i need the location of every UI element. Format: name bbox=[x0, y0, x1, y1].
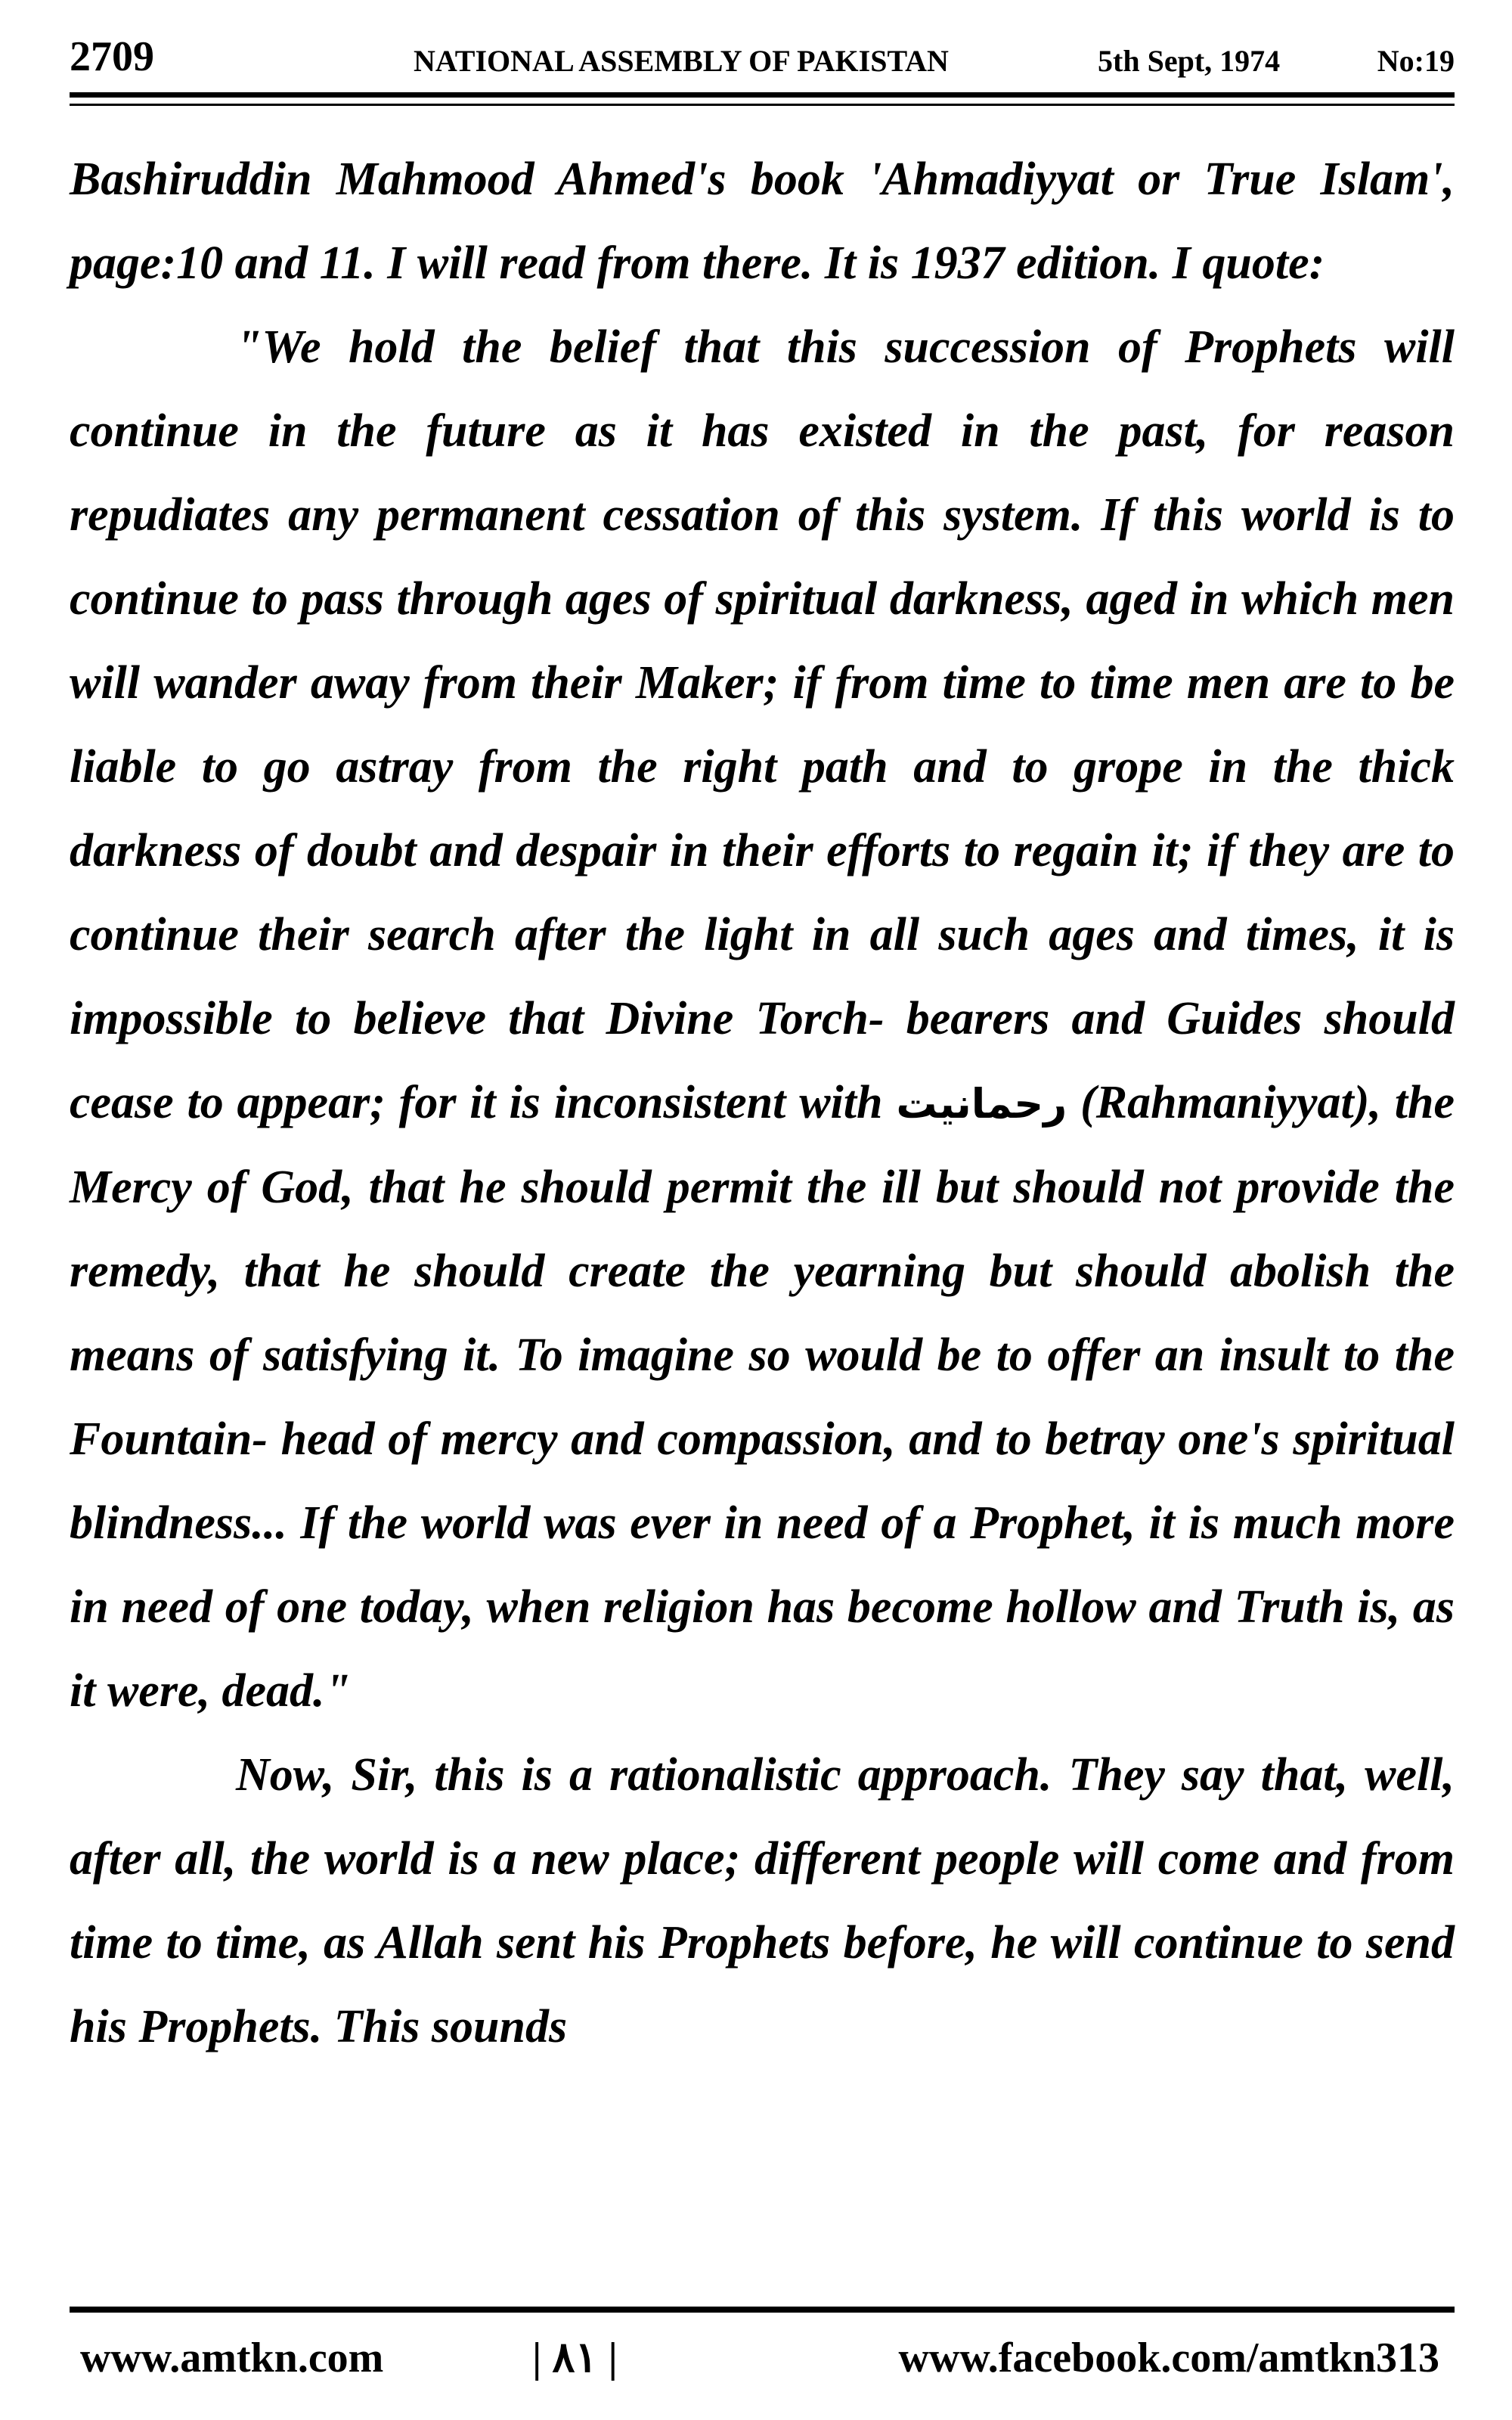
urdu-word: رحمانیت bbox=[896, 1080, 1067, 1128]
header-rule-thick bbox=[70, 92, 1455, 98]
header-rule-thin bbox=[70, 104, 1455, 106]
footer-rule bbox=[70, 2307, 1455, 2313]
footer-website-link[interactable]: www.amtkn.com bbox=[80, 2335, 384, 2381]
footer-page-marker: | ٨١ | bbox=[532, 2335, 618, 2381]
page-footer bbox=[70, 2320, 1455, 2396]
document-body bbox=[70, 138, 1455, 2069]
header-issue-number: No:19 bbox=[1377, 44, 1455, 78]
paragraph-commentary: Now, Sir, this is a rationalistic approach. They say that, well, after all, the world is a new place; different people will come and from time to time, as Allah sent his Prophets before, he will continue to send his Prophets. This sounds bbox=[70, 1749, 1455, 2052]
quote-text-before: "We hold the belief that this succession of Prophets will continue in the future as it has existed in the past, for reason repudiates any permanent cessation of this system. If this world is to continue to pass through ages of spiritual darkness, aged in which men will wander away from their Maker; if from time to time men are to be liable to go astray from the right path and to grope in the thick darkness of doubt and despair in their efforts to regain it; if they are to continue their search after the light in all such ages and times, it is impossible to believe that Divine Torch- bearers and Guides should cease to appear; for it is inconsistent with bbox=[70, 321, 1455, 1128]
header-date: 5th Sept, 1974 bbox=[1098, 44, 1281, 78]
footer-facebook-link[interactable]: www.facebook.com/amtkn313 bbox=[898, 2335, 1439, 2381]
paragraph-intro: Bashiruddin Mahmood Ahmed's book 'Ahmadiyyat or True Islam', page:10 and 11. I will read from there. It is 1937 edition. I quote: bbox=[70, 154, 1455, 289]
header-title: NATIONAL ASSEMBLY OF PAKISTAN bbox=[414, 44, 949, 78]
paragraph-quote bbox=[70, 306, 1455, 1733]
quote-text-after: (Rahmaniyyat), the Mercy of God, that he should permit the ill but should not provide the remedy, that he should create the yearning but should abolish the means of satisfying it. To imagine so would be to offer an insult to the Fountain- head of mercy and compassion, and to betray one's spiritual blindness... If the world was ever in need of a Prophet, it is much more in need of one today, when religion has become hollow and Truth is, as it were, dead." bbox=[70, 1077, 1455, 1717]
page-number: 2709 bbox=[70, 33, 154, 80]
page-header bbox=[70, 30, 1455, 83]
